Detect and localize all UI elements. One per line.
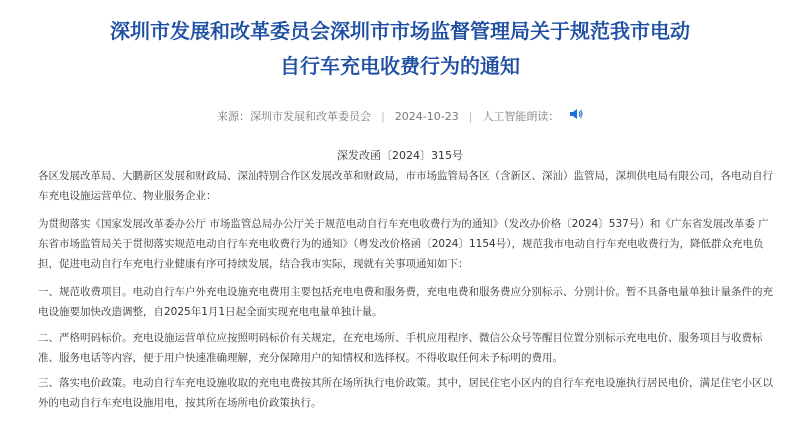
- source-value: 深圳市发展和改革委员会: [250, 110, 372, 123]
- meta-separator: |: [381, 109, 385, 123]
- addressees-text: 各区发展改革局、大鹏新区发展和财政局、深汕特别合作区发展改革和财政局，市市场监管局各区（含新区、深汕）监管局，深圳供电局有限公司，各电动自行车充电设施运营单位、物业服务企业：: [38, 170, 773, 202]
- speaker-icon[interactable]: [569, 108, 583, 120]
- addressees: [38, 166, 778, 206]
- paragraph-fee-items: [38, 282, 778, 322]
- paragraph-text: 三、落实电价政策。电动自行车充电设施收取的充电电费按其所在场所执行电价政策。其中，居民住宅小区内的自行车充电设施执行居民电价，满足住宅小区以外的电动自行车充电设施用电，按其所在场所电价政策执行。: [38, 377, 773, 409]
- article-title: [0, 14, 800, 84]
- tts-button[interactable]: [482, 108, 583, 124]
- article-meta: [0, 108, 800, 124]
- tts-label: 人工智能朗读：: [482, 110, 560, 123]
- paragraph-intro: [38, 214, 778, 274]
- paragraph-text: 为贯彻落实《国家发展改革委办公厅 市场监管总局办公厅关于规范电动自行车充电收费行为的通知》（发改办价格〔2024〕537号）和《广东省发展改革委 广东省市场监管局关于贯彻落实规范电动自行车充电收费行为的通知》（粤发改价格函〔2024〕1154号），规范我市电动自行车充电收费行为，降低群众充电负担，促进电动自行车充电行业健康有序可持续发展，结合我市实际，现就有关事项通知如下：: [38, 218, 769, 270]
- paragraph-text: 一、规范收费项目。电动自行车户外充电设施充电费用主要包括充电电费和服务费，充电电费和服务费应分别标示、分别计价。暂不具备电量单独计量条件的充电设施要加快改造调整，自2025年1月1日起全面实现充电电量单独计量。: [38, 286, 773, 318]
- article-title-line1: 深圳市发展和改革委员会深圳市市场监督管理局关于规范我市电动: [110, 19, 690, 43]
- meta-separator: |: [468, 109, 473, 123]
- article-title-line2: 自行车充电收费行为的通知: [280, 54, 520, 78]
- source-label: 来源：: [217, 110, 251, 123]
- paragraph-price-marking: [38, 328, 778, 368]
- paragraph-electricity-policy: [38, 373, 778, 413]
- document-number: 深发改函〔2024〕315号: [337, 149, 463, 162]
- paragraph-text: 二、严格明码标价。充电设施运营单位应按照明码标价有关规定，在充电场所、手机应用程序、微信公众号等醒目位置分别标示充电电价、服务项目与收费标准、服务电话等内容，便于用户快速准确理解，充分保障用户的知情权和选择权。不得收取任何未予标明的费用。: [38, 332, 763, 364]
- publish-date: 2024-10-23: [394, 109, 459, 123]
